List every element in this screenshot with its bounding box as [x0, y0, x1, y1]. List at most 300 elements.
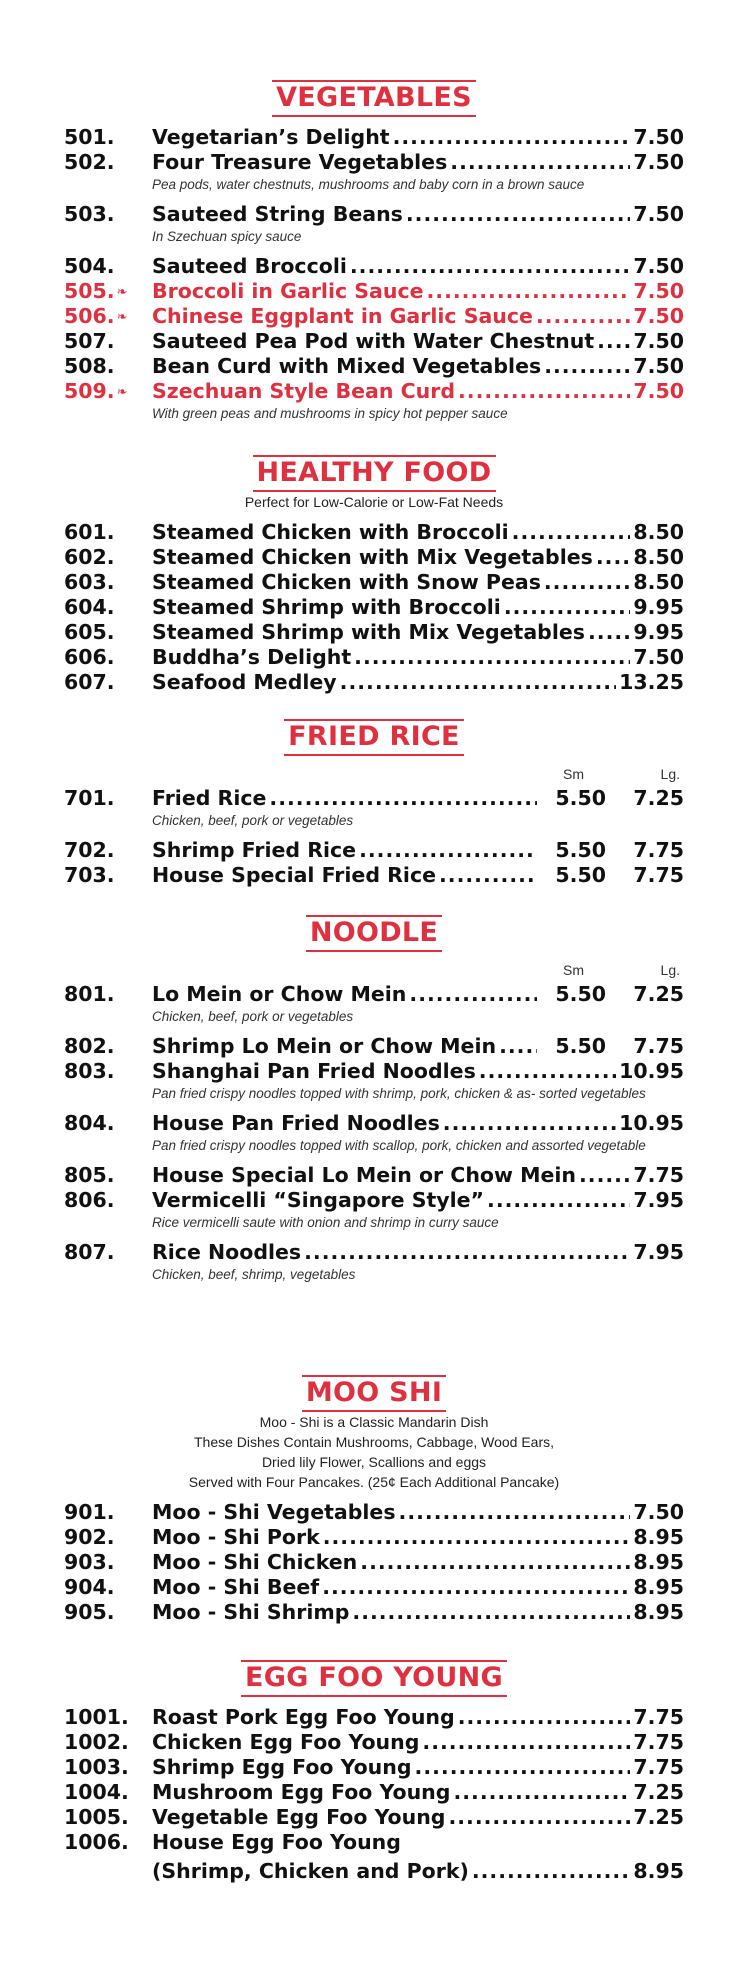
item-price: 10.95: [619, 1059, 684, 1083]
item-name: Steamed Chicken with Snow Peas: [152, 570, 541, 594]
item-price-large: 7.75: [633, 1034, 684, 1058]
item-number: [64, 1780, 152, 1805]
item-number-text: 607.: [64, 670, 115, 694]
item-price: 8.95: [633, 1525, 684, 1549]
item-number-text: 701.: [64, 786, 115, 810]
item-name: Fried Rice: [152, 786, 267, 810]
item-name: Roast Pork Egg Foo Young: [152, 1705, 455, 1729]
menu-item-row: [64, 545, 684, 570]
menu-item: [64, 329, 684, 354]
item-price-large: 7.75: [633, 838, 684, 862]
size-large-label: Lg.: [660, 766, 680, 782]
item-number: [64, 1240, 152, 1265]
item-price: 7.25: [633, 1805, 684, 1829]
item-price: 7.50: [633, 254, 684, 278]
item-price: 7.50: [633, 125, 684, 149]
item-number: [64, 1163, 152, 1188]
menu-item: [64, 1111, 684, 1163]
item-number-text: 1002.: [64, 1730, 129, 1754]
menu-item: [64, 150, 684, 202]
item-name: Vegetarian’s Delight: [152, 125, 390, 149]
item-number: [64, 1600, 152, 1625]
item-price: 9.95: [633, 595, 684, 619]
item-name: Szechuan Style Bean Curd: [152, 379, 456, 403]
item-name: Shanghai Pan Fried Noodles: [152, 1059, 476, 1083]
dot-leader: [450, 150, 630, 175]
section-note-line: Moo - Shi is a Classic Mandarin Dish: [259, 1414, 489, 1430]
item-price: 7.75: [633, 1163, 684, 1187]
dot-leader: [536, 304, 630, 329]
dot-leader: [504, 595, 631, 620]
menu-item-row: [64, 863, 684, 888]
section-note-line: These Dishes Contain Mushrooms, Cabbage, Wood Ears,: [193, 1434, 555, 1450]
menu-item: [64, 570, 684, 595]
item-number: [64, 1830, 152, 1855]
section-title-text: VEGETABLES: [272, 80, 476, 117]
menu-item-row: [64, 982, 684, 1007]
item-price-small: 5.50: [555, 982, 606, 1006]
dot-leader: [422, 1730, 630, 1755]
menu-item: [64, 1188, 684, 1240]
item-name: Steamed Chicken with Mix Vegetables: [152, 545, 593, 569]
item-name: Mushroom Egg Foo Young: [152, 1780, 451, 1804]
item-number: [64, 520, 152, 545]
item-description: Chicken, beef, pork or vegetables: [152, 1009, 354, 1024]
item-number-text: 506.: [64, 304, 115, 328]
item-number-text: 604.: [64, 595, 115, 619]
dot-leader: [304, 1240, 630, 1265]
menu-item-row: [64, 304, 684, 329]
item-name: Vegetable Egg Foo Young: [152, 1805, 446, 1829]
dot-leader: [499, 1034, 537, 1059]
item-number-text: 801.: [64, 982, 115, 1006]
section-fried-rice: [64, 719, 684, 888]
item-number: [64, 1500, 152, 1525]
menu-item-row: [64, 1500, 684, 1525]
menu-item-row: [64, 150, 684, 175]
menu-item: [64, 982, 684, 1034]
item-number: [64, 1705, 152, 1730]
menu-item-row: [64, 379, 684, 404]
item-number-text: 904.: [64, 1575, 115, 1599]
item-price: 7.50: [633, 150, 684, 174]
item-number-text: 802.: [64, 1034, 115, 1058]
dot-leader: [596, 545, 631, 570]
menu-item: [64, 279, 684, 304]
item-number: [64, 570, 152, 595]
menu-item-row: [64, 1780, 684, 1805]
pepper-icon: ❧: [116, 385, 128, 400]
menu-item: [64, 304, 684, 329]
item-number-text: 807.: [64, 1240, 115, 1264]
menu-item-row: [64, 570, 684, 595]
menu-item: [64, 1780, 684, 1805]
item-number: [64, 1525, 152, 1550]
dot-leader: [472, 1859, 631, 1884]
menu-item: [64, 1525, 684, 1550]
item-number-text: 503.: [64, 202, 115, 226]
menu-item: [64, 1059, 684, 1111]
menu-item-row: [64, 1525, 684, 1550]
menu-item-row: [64, 254, 684, 279]
item-name: Rice Noodles: [152, 1240, 302, 1264]
section-title: [64, 719, 684, 756]
item-name: House Egg Foo Young: [152, 1830, 401, 1854]
menu-item: [64, 1575, 684, 1600]
item-price: 7.50: [633, 304, 684, 328]
item-number-text: 1004.: [64, 1780, 129, 1804]
item-number: [64, 329, 152, 354]
section-egg-foo-young: [64, 1660, 684, 1884]
menu-item: [64, 1705, 684, 1730]
item-name: House Pan Fried Noodles: [152, 1111, 440, 1135]
dot-leader: [439, 863, 537, 888]
menu-item-row: [64, 1550, 684, 1575]
menu-item: [64, 645, 684, 670]
item-price: 7.50: [633, 329, 684, 353]
menu-item-row: [64, 125, 684, 150]
menu-item: [64, 595, 684, 620]
menu-item-row: [64, 1163, 684, 1188]
item-price: 7.50: [633, 1500, 684, 1524]
menu-item-row: [64, 1730, 684, 1755]
menu-item: [64, 520, 684, 545]
menu-item-row: [64, 786, 684, 811]
item-name: Moo - Shi Shrimp: [152, 1600, 350, 1624]
item-number-text: 806.: [64, 1188, 115, 1212]
dot-leader: [360, 1550, 630, 1575]
item-number-text: 605.: [64, 620, 115, 644]
item-name: Steamed Shrimp with Broccoli: [152, 595, 501, 619]
item-name: Seafood Medley: [152, 670, 337, 694]
item-number-text: 703.: [64, 863, 115, 887]
item-number-text: 1003.: [64, 1755, 129, 1779]
section-noodle: [64, 915, 684, 1284]
item-name: Moo - Shi Vegetables: [152, 1500, 396, 1524]
item-number: [64, 354, 152, 379]
menu-item-row: [64, 1830, 684, 1855]
size-header: [64, 960, 684, 982]
item-name: Lo Mein or Chow Mein: [152, 982, 407, 1006]
menu-item-row: [64, 354, 684, 379]
menu-item: [64, 1600, 684, 1625]
item-number-text: 603.: [64, 570, 115, 594]
menu-item-row: [64, 1600, 684, 1625]
item-number: [64, 1550, 152, 1575]
menu-item: [64, 1034, 684, 1059]
item-price: 7.95: [633, 1240, 684, 1264]
item-name: Chicken Egg Foo Young: [152, 1730, 420, 1754]
item-number-text: 508.: [64, 354, 115, 378]
dot-leader: [352, 1600, 630, 1625]
item-name: Four Treasure Vegetables: [152, 150, 448, 174]
menu-item: [64, 379, 684, 423]
item-number-text: 903.: [64, 1550, 115, 1574]
item-number: [64, 595, 152, 620]
item-number: [64, 304, 152, 332]
menu-item-row: [64, 1188, 684, 1213]
item-number-text: 507.: [64, 329, 115, 353]
item-number-text: 1006.: [64, 1830, 129, 1854]
item-number: [64, 202, 152, 227]
item-number-text: 804.: [64, 1111, 115, 1135]
item-number: [64, 786, 152, 811]
menu-item: [64, 1805, 684, 1830]
item-number: [64, 645, 152, 670]
dot-leader: [597, 329, 630, 354]
item-name: Chinese Eggplant in Garlic Sauce: [152, 304, 533, 328]
menu-item-row: [64, 279, 684, 304]
item-name: Sauteed Pea Pod with Water Chestnut: [152, 329, 595, 353]
item-name: Bean Curd with Mixed Vegetables: [152, 354, 542, 378]
item-name: Moo - Shi Pork: [152, 1525, 320, 1549]
item-description: Pea pods, water chestnuts, mushrooms and baby corn in a brown sauce: [152, 177, 585, 192]
item-price: 7.75: [633, 1705, 684, 1729]
dot-leader: [393, 125, 631, 150]
item-name: Moo - Shi Chicken: [152, 1550, 358, 1574]
menu-item-row: [64, 1575, 684, 1600]
item-number-text: 502.: [64, 150, 115, 174]
item-description: In Szechuan spicy sauce: [152, 229, 302, 244]
item-price: 7.25: [633, 1780, 684, 1804]
item-number-text: 1001.: [64, 1705, 129, 1729]
item-name: Moo - Shi Beef: [152, 1575, 320, 1599]
section-note: Perfect for Low-Calorie or Low-Fat Needs: [244, 494, 504, 510]
item-price: 8.50: [633, 570, 684, 594]
section-title-text: MOO SHI: [302, 1375, 446, 1412]
item-description: Chicken, beef, shrimp, vegetables: [152, 1267, 356, 1282]
section-title: [64, 1660, 684, 1697]
menu-item-row: [64, 1859, 684, 1884]
dot-leader: [350, 254, 631, 279]
item-number-text: 602.: [64, 545, 115, 569]
item-price: 9.95: [633, 620, 684, 644]
item-price: 7.50: [633, 379, 684, 403]
item-number-text: 601.: [64, 520, 115, 544]
item-price: 7.50: [633, 354, 684, 378]
menu-item: [64, 125, 684, 150]
dot-leader: [399, 1500, 631, 1525]
item-price-large: 7.25: [633, 982, 684, 1006]
menu-item-row: [64, 1805, 684, 1830]
dot-leader: [579, 1163, 630, 1188]
menu-item: [64, 202, 684, 254]
item-price: 7.75: [633, 1755, 684, 1779]
item-number-text: 803.: [64, 1059, 115, 1083]
menu-item: [64, 838, 684, 863]
item-number: [64, 379, 152, 407]
menu-item-row: [64, 1755, 684, 1780]
dot-leader: [340, 670, 616, 695]
menu-item-row: [64, 520, 684, 545]
dot-leader: [323, 1525, 631, 1550]
dot-leader: [453, 1780, 630, 1805]
menu-item-row: [64, 202, 684, 227]
item-price: 7.50: [633, 645, 684, 669]
item-number: [64, 982, 152, 1007]
dot-leader: [512, 520, 631, 545]
item-price-large: 7.25: [633, 786, 684, 810]
item-number-text: 1005.: [64, 1805, 129, 1829]
menu-item-row: [64, 329, 684, 354]
item-description: Pan fried crispy noodles topped with shrimp, pork, chicken & as- sorted vegetables: [152, 1086, 646, 1101]
item-price-small: 5.50: [555, 786, 606, 810]
item-price: 13.25: [619, 670, 684, 694]
menu-item: [64, 1240, 684, 1284]
item-number-text: 905.: [64, 1600, 115, 1624]
item-name-line2: (Shrimp, Chicken and Pork): [152, 1859, 469, 1883]
item-number: [64, 863, 152, 888]
menu-item-row: [64, 670, 684, 695]
dot-leader: [487, 1188, 630, 1213]
dot-leader: [354, 645, 630, 670]
item-number: [64, 1188, 152, 1213]
item-number-text: 902.: [64, 1525, 115, 1549]
menu-item-row: [64, 1059, 684, 1084]
item-number-text: 509.: [64, 379, 115, 403]
menu-item-row: [64, 838, 684, 863]
menu-item: [64, 1163, 684, 1188]
menu-item: [64, 1755, 684, 1780]
menu-item-row: [64, 1705, 684, 1730]
item-number: [64, 1755, 152, 1780]
pepper-icon: ❧: [116, 285, 128, 300]
section-note-line: Dried lily Flower, Scallions and eggs: [261, 1454, 487, 1470]
item-price: 8.50: [633, 520, 684, 544]
item-price-small: 5.50: [555, 838, 606, 862]
size-header: [64, 764, 684, 786]
item-number: [64, 545, 152, 570]
item-number: [64, 620, 152, 645]
menu-item-row: [64, 595, 684, 620]
item-number: [64, 125, 152, 150]
menu-item: [64, 1500, 684, 1525]
dot-leader: [409, 982, 537, 1007]
item-number-text: 901.: [64, 1500, 115, 1524]
item-number: [64, 1111, 152, 1136]
dot-leader: [322, 1575, 630, 1600]
menu-item: [64, 354, 684, 379]
item-number-text: 504.: [64, 254, 115, 278]
item-name: Broccoli in Garlic Sauce: [152, 279, 424, 303]
item-number-text: 606.: [64, 645, 115, 669]
dot-leader: [443, 1111, 616, 1136]
item-number-text: 505.: [64, 279, 115, 303]
section-healthy: [64, 455, 684, 695]
section-title-text: EGG FOO YOUNG: [241, 1660, 507, 1697]
size-large-label: Lg.: [660, 962, 680, 978]
dot-leader: [588, 620, 630, 645]
item-price-large: 7.75: [633, 863, 684, 887]
dot-leader: [458, 379, 630, 404]
section-vegetables: [64, 80, 684, 423]
item-description: With green peas and mushrooms in spicy hot pepper sauce: [152, 406, 508, 421]
menu-item: [64, 1830, 684, 1884]
dot-leader: [269, 786, 537, 811]
dot-leader: [406, 202, 631, 227]
item-name: Vermicelli “Singapore Style”: [152, 1188, 485, 1212]
item-number: [64, 1805, 152, 1830]
menu-item-row: [64, 1111, 684, 1136]
item-description: Rice vermicelli saute with onion and shrimp in curry sauce: [152, 1215, 499, 1230]
menu-item-row: [64, 620, 684, 645]
item-number: [64, 838, 152, 863]
pepper-icon: ❧: [116, 310, 128, 325]
menu-item: [64, 254, 684, 279]
item-number: [64, 254, 152, 279]
item-number: [64, 670, 152, 695]
item-price: 8.95: [633, 1550, 684, 1574]
item-description: Pan fried crispy noodles topped with scallop, pork, chicken and assorted vegetable: [152, 1138, 646, 1153]
menu-item-row: [64, 1034, 684, 1059]
section-title: [64, 1375, 684, 1412]
dot-leader: [448, 1805, 630, 1830]
menu-item: [64, 1730, 684, 1755]
item-name: House Special Fried Rice: [152, 863, 437, 887]
menu-item: [64, 1550, 684, 1575]
menu-item: [64, 786, 684, 838]
menu-item: [64, 670, 684, 695]
section-title-text: NOODLE: [306, 915, 442, 952]
section-title-text: HEALTHY FOOD: [253, 455, 496, 492]
item-number: [64, 1575, 152, 1600]
item-price-small: 5.50: [555, 863, 606, 887]
section-title-text: FRIED RICE: [284, 719, 464, 756]
item-price: 8.95: [633, 1600, 684, 1624]
dot-leader: [544, 570, 631, 595]
dot-leader: [544, 354, 630, 379]
menu-item: [64, 545, 684, 570]
item-name: Steamed Chicken with Broccoli: [152, 520, 509, 544]
section-title: [64, 80, 684, 117]
item-name: Shrimp Egg Foo Young: [152, 1755, 412, 1779]
size-small-label: Sm: [563, 962, 584, 978]
dot-leader: [479, 1059, 616, 1084]
item-name: Sauteed String Beans: [152, 202, 403, 226]
item-number: [64, 1730, 152, 1755]
item-price: 8.95: [633, 1859, 684, 1883]
item-name: Shrimp Lo Mein or Chow Mein: [152, 1034, 497, 1058]
menu-item: [64, 620, 684, 645]
item-price: 7.95: [633, 1188, 684, 1212]
item-name: Steamed Shrimp with Mix Vegetables: [152, 620, 585, 644]
item-price: 7.50: [633, 202, 684, 226]
item-price: 8.50: [633, 545, 684, 569]
item-number-text: 702.: [64, 838, 115, 862]
section-title: [64, 455, 684, 492]
item-number: [64, 1034, 152, 1059]
menu-page: [64, 0, 684, 1974]
dot-leader: [427, 279, 631, 304]
item-price: 8.95: [633, 1575, 684, 1599]
item-description: Chicken, beef, pork or vegetables: [152, 813, 354, 828]
item-name: Sauteed Broccoli: [152, 254, 347, 278]
item-name: Shrimp Fried Rice: [152, 838, 357, 862]
item-number: [64, 279, 152, 307]
menu-item-row: [64, 1240, 684, 1265]
item-price: 7.75: [633, 1730, 684, 1754]
menu-item-row: [64, 645, 684, 670]
size-small-label: Sm: [563, 766, 584, 782]
item-name: Buddha’s Delight: [152, 645, 352, 669]
item-number: [64, 150, 152, 175]
dot-leader: [458, 1705, 631, 1730]
item-price: 10.95: [619, 1111, 684, 1135]
section-moo-shi: [64, 1375, 684, 1625]
menu-item: [64, 863, 684, 888]
item-price-small: 5.50: [555, 1034, 606, 1058]
item-price: 7.50: [633, 279, 684, 303]
